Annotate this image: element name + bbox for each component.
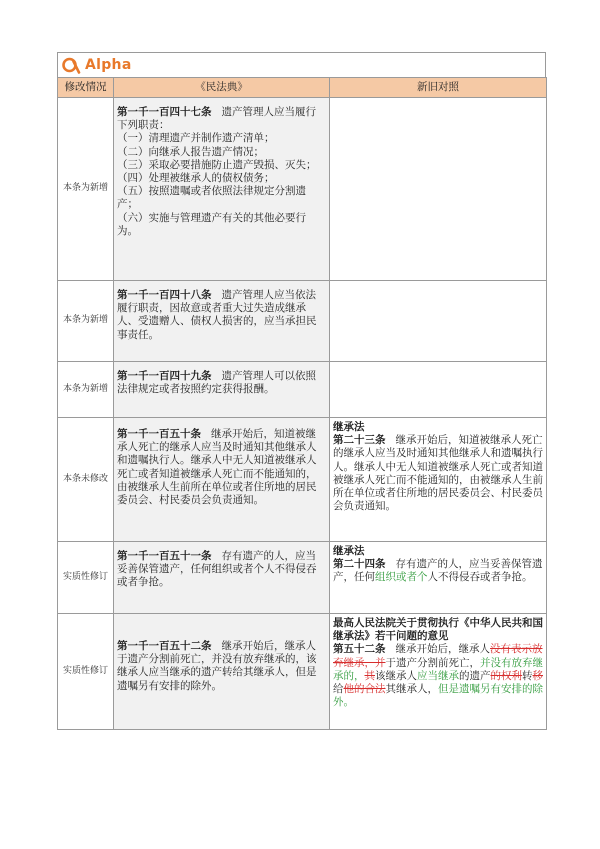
article-text: 于遗产分割前死亡， — [385, 656, 480, 669]
article-text: 遗产管理人应当依法履行职责，因故意或者重大过失造成继承人、受遗赠人、债权人损害的，应当承担民事责任。 — [117, 289, 317, 341]
comparison-cell — [330, 542, 547, 614]
article-number: 第一千一百四十七条 — [117, 106, 212, 118]
comparison-table — [57, 77, 547, 730]
document-frame — [57, 52, 546, 730]
added-text: 应当继承 — [417, 669, 459, 682]
added-text: 但是遗嘱另有安排的除外。 — [333, 683, 543, 709]
comparison-cell — [330, 362, 547, 418]
article-number: 第一千一百五十一条 — [117, 550, 212, 562]
comparison-cell — [330, 98, 547, 281]
article-number: 第一千一百四十九条 — [117, 370, 212, 382]
article-text: 遗产管理人可以依照法律规定或者按照约定获得报酬。 — [117, 370, 317, 396]
article-text: 给 — [333, 683, 344, 696]
brand-bar — [57, 52, 546, 77]
source-law: 继承法 — [333, 421, 365, 433]
article-text: 该继承人 — [375, 669, 417, 682]
table-row — [58, 281, 547, 362]
source-law: 继承法 — [333, 545, 365, 557]
article-text: 其继承人， — [385, 683, 438, 696]
article-number: 第二十三条 — [333, 434, 386, 447]
status-cell: 本条为新增 — [58, 98, 114, 281]
header-status: 修改情况 — [58, 78, 114, 98]
article-text: 第一千一百四十七条 遗产管理人应当履行下列职责： — [117, 106, 317, 132]
added-text: 组织或者个 — [375, 571, 428, 584]
status-cell: 实质性修订 — [58, 614, 114, 730]
comparison-cell — [330, 281, 547, 362]
article-number: 第五十二条 — [333, 643, 386, 656]
civil-code-cell — [114, 418, 330, 542]
comparison-cell — [330, 614, 547, 730]
added-text: 并没有放弃继承的， — [333, 656, 543, 682]
header-civil-code: 《民法典》 — [114, 78, 330, 98]
list-item: （三）采取必要措施防止遗产毁损、灭失； — [117, 158, 317, 171]
article-text: 继承开始后，知道被继承人死亡的继承人应当及时通知其他继承人和遗嘱执行人。继承人中无人知道被继承人死亡或者知道被继承人死亡而不能通知的，由被继承人生前所在单位或者住所地的居民委员会、村民委员会负责通知。 — [117, 428, 317, 507]
header-comparison: 新旧对照 — [330, 78, 547, 98]
deleted-text: 他的合法 — [343, 683, 386, 696]
article-number: 第二十四条 — [333, 558, 386, 571]
table-row — [58, 418, 547, 542]
table-row — [58, 98, 547, 281]
civil-code-cell — [114, 98, 330, 281]
list-item: （一）清理遗产并制作遗产清单； — [117, 132, 275, 145]
civil-code-cell — [114, 281, 330, 362]
brand-name: Alpha — [85, 57, 132, 73]
article-text: 继承开始后，继承人于遗产分割前死亡，并没有放弃继承的，该继承人应当继承的遗产转给其继承人，但是遗嘱另有安排的除外。 — [117, 640, 317, 692]
header-row — [58, 78, 547, 98]
status-cell: 本条为新增 — [58, 362, 114, 418]
alpha-logo-icon — [61, 55, 81, 75]
article-text: 转 — [522, 669, 533, 682]
deleted-text: 移 — [532, 669, 543, 682]
table-row — [58, 614, 547, 730]
table-row — [58, 362, 547, 418]
article-text: 存有遗产的人，应当妥善保管遗产，任何 — [333, 558, 543, 584]
article-text: 存有遗产的人，应当妥善保管遗产，任何组织或者个人不得侵吞或者争抢。 — [117, 550, 317, 589]
article-text: 人不得侵吞或者争抢。 — [427, 571, 533, 584]
deleted-text: 的权利 — [490, 669, 522, 682]
status-cell: 实质性修订 — [58, 542, 114, 614]
article-text: 继承开始后，继承人 — [395, 643, 491, 656]
deleted-text: 其 — [364, 669, 375, 682]
list-item: （四）处理被继承人的债权债务； — [117, 172, 275, 185]
civil-code-cell — [114, 542, 330, 614]
civil-code-cell — [114, 362, 330, 418]
list-item: （二）向继承人报告遗产情况； — [117, 145, 264, 158]
list-item: （五）按照遗嘱或者依照法律规定分割遗产； — [117, 185, 306, 211]
status-cell: 本条未修改 — [58, 418, 114, 542]
article-text: 的遗产 — [459, 669, 491, 682]
article-number: 第一千一百五十条 — [117, 428, 201, 440]
deleted-text: 没有表示放弃继承，并 — [333, 643, 543, 669]
status-cell: 本条为新增 — [58, 281, 114, 362]
source-law: 最高人民法院关于贯彻执行《中华人民共和国继承法》若干问题的意见 — [333, 617, 543, 643]
article-number: 第一千一百四十八条 — [117, 289, 212, 301]
list-item: （六）实施与管理遗产有关的其他必要行为。 — [117, 211, 306, 237]
civil-code-cell — [114, 614, 330, 730]
comparison-cell — [330, 418, 547, 542]
article-text: 继承开始后，知道被继承人死亡的继承人应当及时通知其他继承人和遗嘱执行人。继承人中无人知道被继承人死亡或者知道被继承人死亡而不能通知的，由被继承人生前所在单位或者住所地的居民委员会、村民委员会负责通知。 — [333, 434, 543, 513]
table-row — [58, 542, 547, 614]
article-number: 第一千一百五十二条 — [117, 640, 212, 652]
